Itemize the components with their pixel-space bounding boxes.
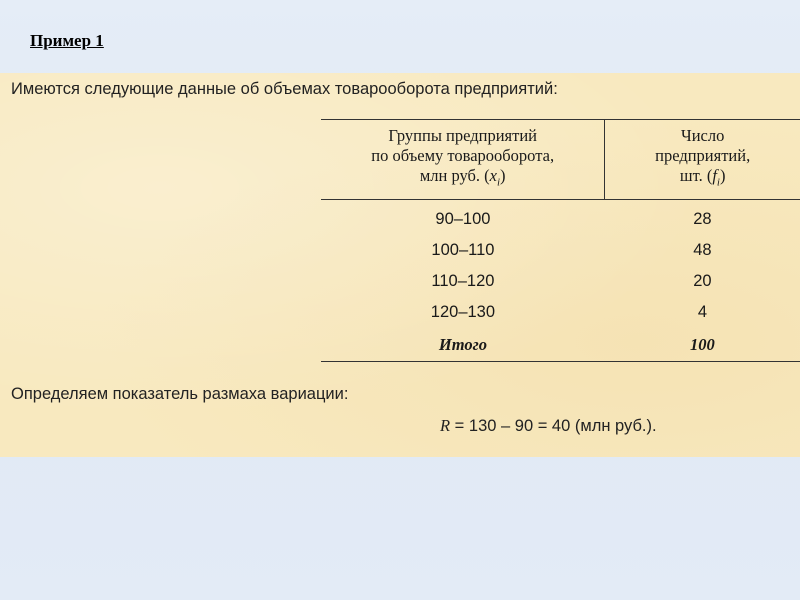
data-table-container (321, 119, 800, 362)
group-cell: 120–130 (430, 303, 496, 321)
table-row (321, 297, 800, 328)
header-count-line2: предприятий, (655, 146, 751, 166)
total-label: Итого (321, 328, 605, 362)
total-count: 100 (605, 328, 800, 362)
table-header-row (321, 120, 800, 200)
header-count-line3: шт. $(f_i)$ (679, 166, 726, 189)
header-count-line1: Число (680, 126, 725, 146)
range-formula (440, 416, 657, 436)
header-groups (321, 120, 605, 200)
slide-title: Пример 1 (30, 31, 104, 50)
count-cell: 4 (697, 303, 708, 321)
header-groups-line1: Группы предприятий (388, 126, 537, 146)
conclusion-text: Определяем показатель размаха вариации: (11, 385, 349, 403)
turnover-table (321, 119, 800, 362)
group-cell: 90–100 (435, 210, 491, 228)
formula-variable: R (440, 416, 451, 435)
header-count (605, 120, 800, 200)
group-cell: 100–110 (431, 241, 495, 259)
formula-expression: = 130 – 90 = 40 (млн руб.). (450, 417, 657, 435)
intro-text: Имеются следующие данные об объемах товарооборота предприятий: (11, 80, 558, 98)
group-cell: 110–120 (431, 272, 495, 290)
count-cell: 48 (693, 241, 712, 259)
table-row (321, 235, 800, 266)
table-row (321, 266, 800, 297)
table-row (321, 200, 800, 236)
header-groups-line2: по объему товарооборота, (371, 146, 555, 166)
count-cell: 20 (693, 272, 712, 290)
table-total-row (321, 328, 800, 362)
header-groups-line3: млн руб. $(x_i)$ (419, 166, 506, 189)
count-cell: 28 (693, 210, 712, 228)
